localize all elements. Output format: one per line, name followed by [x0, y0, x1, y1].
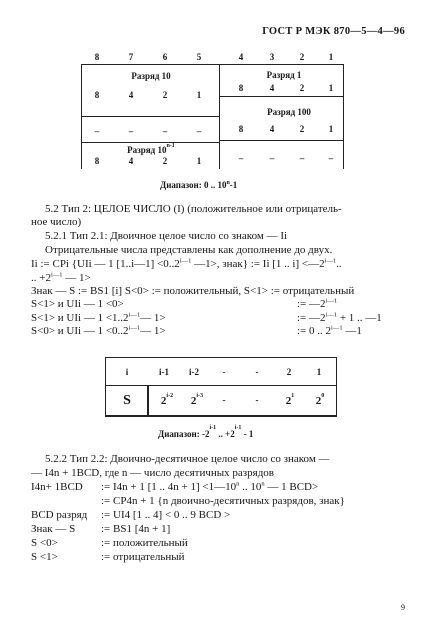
definition-line: S<0> и UIi — $1 <0..2^{i—1}—$ 1> — [31, 324, 166, 337]
bit-weight: 4 — [128, 156, 134, 166]
definition-term: S <1> — [31, 551, 58, 563]
bit-weight: 2$^{i-3}$ — [190, 393, 204, 407]
range-caption: Диапазон: 0 .. 10$^n$-1 — [160, 180, 238, 190]
bit-number: 4 — [238, 52, 244, 62]
digit-label: Разряд 100 — [267, 107, 311, 117]
definition-value: := $—2^{i—1} + 1$ .. —1 — [297, 311, 382, 324]
bit-table-bcd — [81, 50, 344, 170]
dash: – — [299, 153, 305, 163]
dash: - — [222, 395, 226, 405]
sign-bit: S — [123, 393, 131, 408]
section-title-cont: ное число) — [31, 216, 82, 228]
bit-number: - — [222, 367, 226, 377]
definition-value: := I4n + 1 [1 .. $4n + 1] <1—10^n$ .. 10$^n$ — 1 BCD> — [101, 480, 319, 493]
subsection-title: 5.2.1 Тип 2.1: Двоичное целое число со знаком — Ii — [45, 230, 288, 242]
page-number: 9 — [401, 603, 405, 612]
definition-term: S <0> — [31, 537, 58, 549]
definition-line: Ii := CPi {UIi — 1 [1..i—1] $<0..2^{i—1}$ —1>, знак} := Ii [1 .. $i] <—2^{i—1}$.. — [31, 257, 342, 270]
dash: – — [328, 153, 334, 163]
bit-weight: 2 — [162, 156, 168, 166]
bit-number: i-1 — [159, 367, 169, 377]
bit-table-integer — [105, 357, 337, 417]
bit-number: i-2 — [189, 367, 199, 377]
bit-weight: 8 — [238, 83, 244, 93]
bit-number: 2 — [286, 367, 292, 377]
digit-label: Разряд 10 — [131, 71, 171, 81]
bit-weight: 4 — [128, 90, 134, 100]
range-caption: Диапазон: -2$^{i-1}$ .. $+2^{i-1} - 1$ — [158, 425, 254, 439]
definition-value: := положительный — [101, 537, 188, 549]
bit-number: 2 — [299, 52, 305, 62]
definition-term: I4n+ 1BCD — [31, 481, 83, 493]
bit-weight: $2^1$ — [285, 393, 295, 407]
bit-number: 8 — [94, 52, 100, 62]
definition-value: := CP4n + 1 {n двоично-десятичных разрядов, знак} — [101, 495, 345, 507]
bit-weight: 2 — [299, 124, 305, 134]
definition-term: Знак — S — [31, 523, 76, 535]
definition-value: := отрицательный — [101, 551, 185, 563]
digit-label: Разряд 1 — [266, 70, 302, 80]
bit-number: 5 — [196, 52, 202, 62]
doc-header: ГОСТ Р МЭК 870—5—4—96 — [262, 26, 405, 37]
subsection-title: 5.2.2 Тип 2.2: Двоично-десятичное целое число со знаком — — [45, 453, 330, 465]
bit-weight: 8 — [238, 124, 244, 134]
section-title: 5.2 Тип 2: ЦЕЛОЕ ЧИСЛО (I) (положительное или отрицатель- — [45, 203, 342, 215]
bit-weight: 1 — [196, 156, 202, 166]
dash: – — [196, 126, 202, 136]
bit-weight: 1 — [328, 124, 334, 134]
bit-number: 7 — [128, 52, 134, 62]
bit-number: 6 — [162, 52, 168, 62]
paragraph: Отрицательные числа представлены как дополнение до двух. — [45, 244, 333, 256]
definition-line: Знак — S := BS1 [i] S<0> := положительный, S<1> := отрицательный — [31, 285, 355, 297]
dash: – — [128, 126, 134, 136]
bit-number: 3 — [269, 52, 275, 62]
bit-weight: 8 — [94, 156, 100, 166]
bit-number: - — [255, 367, 259, 377]
bit-weight: 1 — [196, 90, 202, 100]
bit-weight: 2 — [162, 90, 168, 100]
bit-number: 1 — [316, 367, 322, 377]
dash: – — [269, 153, 275, 163]
dash: – — [162, 126, 168, 136]
subsection-title-cont: — I4n + 1BCD, где n — число десятичных разрядов — [31, 467, 274, 479]
bit-weight: 4 — [269, 83, 275, 93]
definition-value: := BS1 [4n + 1] — [101, 523, 171, 535]
bit-weight: 2 — [299, 83, 305, 93]
bit-weight: $2^0$ — [315, 393, 325, 407]
definition-line: S<1> и UIi — 1 <0> — [31, 298, 124, 310]
definition-value: := $—2^{i—1}$ — [297, 297, 338, 310]
bit-number: 1 — [328, 52, 334, 62]
definition-line: S<1> и UIi — $1 <1..2^{i—1}—$ 1> — [31, 311, 166, 324]
bit-weight: 2$^{i-2}$ — [160, 393, 174, 407]
definition-term: BCD разряд — [31, 509, 88, 521]
dash: – — [94, 126, 100, 136]
definition-line: .. $+2^{i—1}$ — 1> — [31, 271, 91, 284]
definition-value: := 0 .. $2^{i—1}$ —1 — [297, 324, 362, 337]
bit-weight: 1 — [328, 83, 334, 93]
digit-label: Разряд 10$^{n-1}$ — [127, 143, 175, 155]
bit-weight: 8 — [94, 90, 100, 100]
bit-number: i — [125, 367, 129, 377]
definition-value: := UI4 [1 .. 4] < 0 .. 9 BCD > — [101, 509, 231, 521]
dash: – — [238, 153, 244, 163]
dash: - — [255, 395, 259, 405]
bit-weight: 4 — [269, 124, 275, 134]
